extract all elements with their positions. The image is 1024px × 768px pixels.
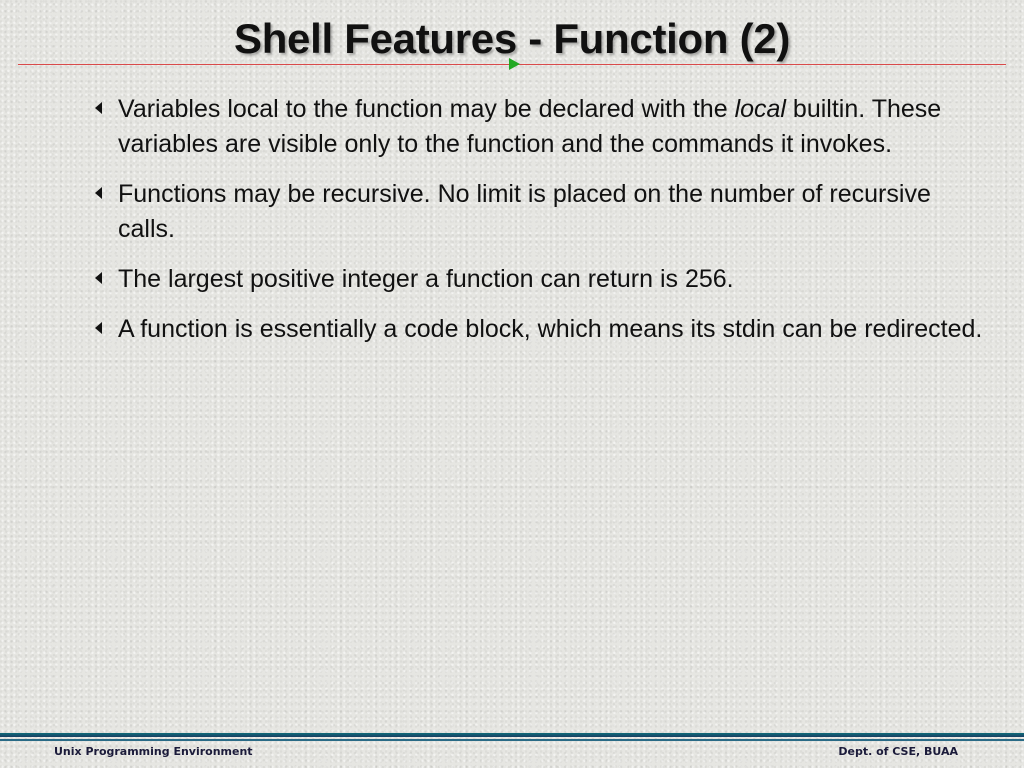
bullet-item-code-block — [88, 312, 988, 347]
bullet-item-recursive — [88, 177, 988, 247]
left-triangle-bullet-icon — [95, 102, 102, 114]
slide-title: Shell Features - Function (2) — [233, 15, 791, 62]
left-triangle-bullet-icon — [95, 322, 102, 334]
green-play-arrow-icon — [509, 58, 520, 70]
footer-department: Dept. of CSE, BUAA — [838, 745, 958, 758]
footer-bar-accent — [0, 739, 1024, 741]
left-triangle-bullet-icon — [95, 272, 102, 284]
footer-course-title: Unix Programming Environment — [54, 745, 253, 758]
bullet-emphasis: local — [734, 95, 786, 123]
footer-bar — [0, 733, 1024, 737]
left-triangle-bullet-icon — [95, 187, 102, 199]
bullet-text-before: Variables local to the function may be declared with the — [118, 95, 735, 123]
bullet-text — [118, 95, 941, 158]
bullet-text: The largest positive integer a function can return is 256. — [118, 265, 734, 293]
bullet-text: A function is essentially a code block, which means its stdin can be redirected. — [118, 315, 983, 343]
bullet-item-return-limit — [88, 262, 988, 297]
bullet-list — [88, 92, 988, 362]
bullet-text: Functions may be recursive. No limit is placed on the number of recursive calls. — [118, 180, 931, 243]
bullet-text-after: builtin. These variables are visible only to the function and the commands it invokes. — [118, 95, 942, 158]
bullet-item-local-variables — [88, 92, 988, 162]
